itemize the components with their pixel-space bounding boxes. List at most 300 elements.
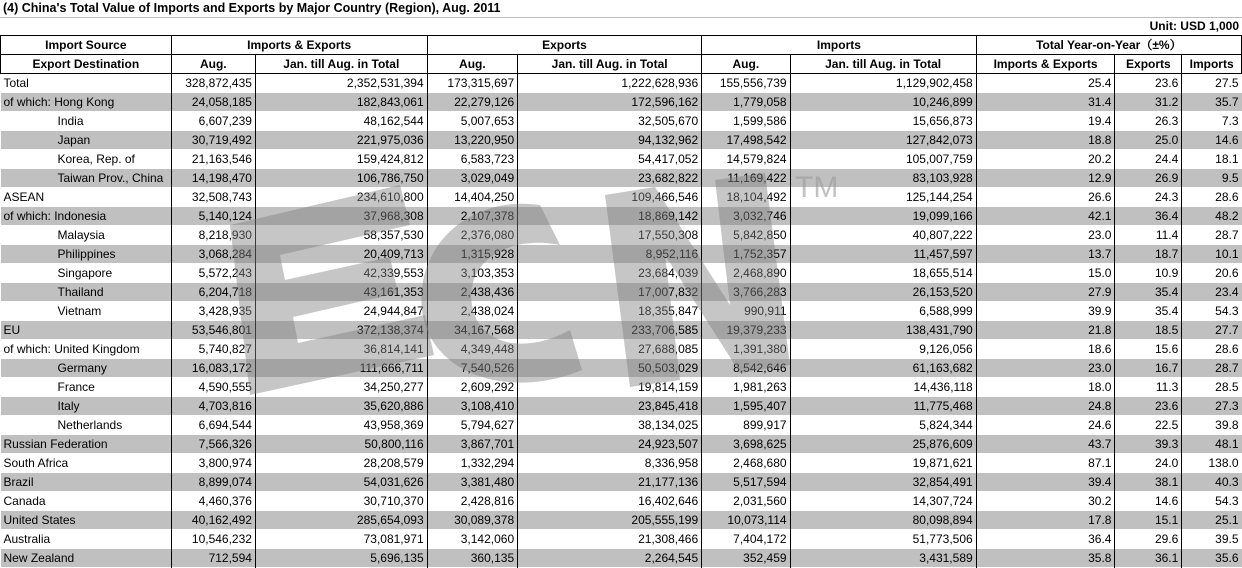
row-country-name: of which: United Kingdom (1, 340, 172, 359)
cell-ex-aug: 7,540,526 (427, 359, 517, 378)
cell-yoy-ex: 18.5 (1115, 321, 1182, 340)
cell-yoy-im: 28.7 (1182, 359, 1242, 378)
row-country-name: South Africa (1, 454, 172, 473)
row-country-name: Singapore (1, 264, 172, 283)
row-country-name: France (1, 378, 172, 397)
cell-im-aug: 2,468,890 (702, 264, 790, 283)
row-country-name: Netherlands (1, 416, 172, 435)
cell-im-tot: 105,007,759 (790, 150, 976, 169)
cell-im-aug: 1,595,407 (702, 397, 790, 416)
row-country-name: Korea, Rep. of (1, 150, 172, 169)
cell-yoy-im: 23.4 (1182, 283, 1242, 302)
cell-im-aug: 1,779,058 (702, 93, 790, 112)
table-row (1, 321, 1242, 340)
cell-ie-aug: 712,594 (171, 549, 255, 568)
cell-im-aug: 3,766,283 (702, 283, 790, 302)
cell-ie-tot: 35,620,886 (255, 397, 427, 416)
cell-ie-tot: 36,814,141 (255, 340, 427, 359)
trade-table (0, 35, 1242, 568)
cell-yoy-ie: 24.8 (976, 397, 1115, 416)
cell-im-tot: 1,129,902,458 (790, 74, 976, 93)
row-country-name: Philippines (1, 245, 172, 264)
cell-ex-aug: 13,220,950 (427, 131, 517, 150)
cell-im-tot: 61,163,682 (790, 359, 976, 378)
header-im-aug: Aug. (702, 55, 790, 74)
cell-yoy-ex: 39.3 (1115, 435, 1182, 454)
table-row (1, 74, 1242, 93)
cell-yoy-ie: 23.0 (976, 359, 1115, 378)
table-row (1, 207, 1242, 226)
cell-ex-aug: 3,103,353 (427, 264, 517, 283)
cell-ex-aug: 2,428,816 (427, 492, 517, 511)
cell-im-aug: 11,169,422 (702, 169, 790, 188)
cell-ex-tot: 1,222,628,936 (518, 74, 702, 93)
cell-ex-tot: 21,177,136 (518, 473, 702, 492)
cell-im-tot: 11,775,468 (790, 397, 976, 416)
cell-ex-tot: 205,555,199 (518, 511, 702, 530)
cell-ie-tot: 54,031,626 (255, 473, 427, 492)
cell-yoy-ie: 25.4 (976, 74, 1115, 93)
cell-yoy-im: 48.2 (1182, 207, 1242, 226)
cell-ex-aug: 14,404,250 (427, 188, 517, 207)
cell-yoy-ex: 24.4 (1115, 150, 1182, 169)
cell-im-aug: 899,917 (702, 416, 790, 435)
cell-ex-aug: 4,349,448 (427, 340, 517, 359)
table-row (1, 150, 1242, 169)
row-country-name: Australia (1, 530, 172, 549)
cell-yoy-ex: 22.5 (1115, 416, 1182, 435)
cell-ie-aug: 14,198,470 (171, 169, 255, 188)
cell-ex-tot: 23,845,418 (518, 397, 702, 416)
cell-ie-aug: 328,872,435 (171, 74, 255, 93)
cell-ex-aug: 173,315,697 (427, 74, 517, 93)
cell-im-aug: 352,459 (702, 549, 790, 568)
cell-ex-tot: 2,264,545 (518, 549, 702, 568)
cell-yoy-ex: 11.3 (1115, 378, 1182, 397)
header-ex-jan-aug: Jan. till Aug. in Total (518, 55, 702, 74)
cell-yoy-ex: 14.6 (1115, 492, 1182, 511)
table-row (1, 302, 1242, 321)
cell-im-tot: 25,876,609 (790, 435, 976, 454)
cell-im-aug: 1,599,586 (702, 112, 790, 131)
cell-ex-aug: 5,007,653 (427, 112, 517, 131)
cell-ie-aug: 4,703,816 (171, 397, 255, 416)
cell-ie-tot: 221,975,036 (255, 131, 427, 150)
cell-ex-aug: 22,279,126 (427, 93, 517, 112)
table-row (1, 454, 1242, 473)
cell-yoy-im: 20.6 (1182, 264, 1242, 283)
cell-im-tot: 51,773,506 (790, 530, 976, 549)
cell-im-tot: 32,854,491 (790, 473, 976, 492)
cell-ie-tot: 73,081,971 (255, 530, 427, 549)
cell-ie-tot: 372,138,374 (255, 321, 427, 340)
cell-yoy-ex: 31.2 (1115, 93, 1182, 112)
cell-im-aug: 18,104,492 (702, 188, 790, 207)
cell-yoy-ex: 15.1 (1115, 511, 1182, 530)
cell-yoy-ex: 29.6 (1115, 530, 1182, 549)
trademark-mark: TM (795, 171, 839, 204)
cell-ex-aug: 6,583,723 (427, 150, 517, 169)
cell-yoy-im: 35.7 (1182, 93, 1242, 112)
cell-im-aug: 5,517,594 (702, 473, 790, 492)
table-row (1, 169, 1242, 188)
cell-ex-aug: 2,438,436 (427, 283, 517, 302)
cell-yoy-im: 54.3 (1182, 492, 1242, 511)
header-ex-aug: Aug. (427, 55, 517, 74)
cell-ex-aug: 3,381,480 (427, 473, 517, 492)
cell-ie-tot: 43,161,353 (255, 283, 427, 302)
cell-ex-tot: 8,952,116 (518, 245, 702, 264)
cell-ie-tot: 106,786,750 (255, 169, 427, 188)
cell-yoy-im: 54.3 (1182, 302, 1242, 321)
cell-yoy-im: 14.6 (1182, 131, 1242, 150)
cell-ex-aug: 360,135 (427, 549, 517, 568)
cell-ie-aug: 4,460,376 (171, 492, 255, 511)
cell-ex-aug: 2,438,024 (427, 302, 517, 321)
cell-im-tot: 11,457,597 (790, 245, 976, 264)
cell-im-tot: 26,153,520 (790, 283, 976, 302)
cell-im-tot: 5,824,344 (790, 416, 976, 435)
table-row (1, 416, 1242, 435)
header-import-source: Import Source (1, 36, 172, 55)
cell-ie-tot: 48,162,544 (255, 112, 427, 131)
row-country-name: Canada (1, 492, 172, 511)
table-row (1, 226, 1242, 245)
header-im-jan-aug: Jan. till Aug. in Total (790, 55, 976, 74)
row-country-name: Taiwan Prov., China (1, 169, 172, 188)
cell-yoy-ex: 24.3 (1115, 188, 1182, 207)
cell-im-aug: 3,698,625 (702, 435, 790, 454)
cell-im-aug: 14,579,824 (702, 150, 790, 169)
cell-yoy-ex: 15.6 (1115, 340, 1182, 359)
cell-ie-tot: 58,357,530 (255, 226, 427, 245)
cell-ie-aug: 6,204,718 (171, 283, 255, 302)
cell-yoy-ie: 39.9 (976, 302, 1115, 321)
cell-im-aug: 1,752,357 (702, 245, 790, 264)
cell-ie-aug: 24,058,185 (171, 93, 255, 112)
cell-yoy-ex: 11.4 (1115, 226, 1182, 245)
header-ie-aug: Aug. (171, 55, 255, 74)
cell-yoy-ex: 36.4 (1115, 207, 1182, 226)
table-row (1, 112, 1242, 131)
cell-yoy-ex: 16.7 (1115, 359, 1182, 378)
cell-yoy-ie: 23.0 (976, 226, 1115, 245)
cell-ex-tot: 17,007,832 (518, 283, 702, 302)
cell-yoy-ie: 21.8 (976, 321, 1115, 340)
cell-yoy-im: 39.5 (1182, 530, 1242, 549)
header-imports: Imports (702, 36, 977, 55)
cell-im-aug: 5,842,850 (702, 226, 790, 245)
cell-im-tot: 40,807,222 (790, 226, 976, 245)
table-row (1, 549, 1242, 568)
cell-ie-aug: 4,590,555 (171, 378, 255, 397)
cell-yoy-ie: 31.4 (976, 93, 1115, 112)
cell-ie-aug: 32,508,743 (171, 188, 255, 207)
cell-yoy-ie: 20.2 (976, 150, 1115, 169)
table-row (1, 473, 1242, 492)
table-row (1, 245, 1242, 264)
cell-yoy-ex: 36.1 (1115, 549, 1182, 568)
cell-yoy-ex: 35.4 (1115, 302, 1182, 321)
cell-ie-tot: 37,968,308 (255, 207, 427, 226)
cell-yoy-ie: 18.8 (976, 131, 1115, 150)
table-row (1, 378, 1242, 397)
cell-im-tot: 125,144,254 (790, 188, 976, 207)
cell-im-tot: 6,588,999 (790, 302, 976, 321)
cell-im-tot: 127,842,073 (790, 131, 976, 150)
cell-yoy-ie: 43.7 (976, 435, 1115, 454)
header-total-yoy: Total Year-on-Year（±%） (976, 36, 1241, 55)
cell-im-tot: 18,655,514 (790, 264, 976, 283)
row-country-name: Vietnam (1, 302, 172, 321)
cell-yoy-im: 25.1 (1182, 511, 1242, 530)
cell-yoy-ie: 87.1 (976, 454, 1115, 473)
header-imports-exports: Imports & Exports (171, 36, 427, 55)
row-country-name: United States (1, 511, 172, 530)
cell-ie-aug: 5,140,124 (171, 207, 255, 226)
cell-yoy-ex: 23.6 (1115, 397, 1182, 416)
cell-im-tot: 83,103,928 (790, 169, 976, 188)
cell-yoy-ex: 23.6 (1115, 74, 1182, 93)
cell-ie-aug: 6,694,544 (171, 416, 255, 435)
cell-ie-aug: 5,572,243 (171, 264, 255, 283)
table-row (1, 511, 1242, 530)
cell-ie-aug: 30,719,492 (171, 131, 255, 150)
cell-ie-aug: 16,083,172 (171, 359, 255, 378)
cell-yoy-im: 28.6 (1182, 188, 1242, 207)
cell-im-tot: 9,126,056 (790, 340, 976, 359)
cell-ex-aug: 30,089,378 (427, 511, 517, 530)
cell-ie-aug: 3,800,974 (171, 454, 255, 473)
table-body (1, 74, 1242, 568)
cell-ex-aug: 3,108,410 (427, 397, 517, 416)
cell-im-aug: 10,073,114 (702, 511, 790, 530)
cell-yoy-ie: 35.8 (976, 549, 1115, 568)
cell-ie-tot: 20,409,713 (255, 245, 427, 264)
header-row-1 (1, 36, 1242, 55)
cell-yoy-ie: 30.2 (976, 492, 1115, 511)
cell-im-tot: 15,656,873 (790, 112, 976, 131)
cell-ex-tot: 94,132,962 (518, 131, 702, 150)
cell-yoy-ie: 24.6 (976, 416, 1115, 435)
cell-im-aug: 1,981,263 (702, 378, 790, 397)
cell-yoy-ie: 42.1 (976, 207, 1115, 226)
cell-ex-tot: 23,682,822 (518, 169, 702, 188)
cell-im-tot: 138,431,790 (790, 321, 976, 340)
cell-yoy-ex: 35.4 (1115, 283, 1182, 302)
row-country-name: Total (1, 74, 172, 93)
cell-yoy-ie: 18.0 (976, 378, 1115, 397)
cell-ex-tot: 233,706,585 (518, 321, 702, 340)
cell-yoy-ex: 26.9 (1115, 169, 1182, 188)
cell-ie-tot: 30,710,370 (255, 492, 427, 511)
cell-yoy-ie: 39.4 (976, 473, 1115, 492)
cell-yoy-im: 9.5 (1182, 169, 1242, 188)
cell-im-aug: 7,404,172 (702, 530, 790, 549)
header-yoy-ex: Exports (1115, 55, 1182, 74)
cell-ex-tot: 18,869,142 (518, 207, 702, 226)
table-row (1, 283, 1242, 302)
cell-ie-tot: 43,958,369 (255, 416, 427, 435)
row-country-name: India (1, 112, 172, 131)
row-country-name: Germany (1, 359, 172, 378)
cell-im-aug: 990,911 (702, 302, 790, 321)
cell-ex-tot: 19,814,159 (518, 378, 702, 397)
cell-ex-tot: 24,923,507 (518, 435, 702, 454)
cell-im-tot: 3,431,589 (790, 549, 976, 568)
cell-yoy-ex: 26.3 (1115, 112, 1182, 131)
cell-ie-tot: 159,424,812 (255, 150, 427, 169)
cell-ex-tot: 38,134,025 (518, 416, 702, 435)
cell-ex-aug: 2,376,080 (427, 226, 517, 245)
table-row (1, 340, 1242, 359)
cell-ex-aug: 5,794,627 (427, 416, 517, 435)
cell-im-tot: 14,436,118 (790, 378, 976, 397)
header-export-destination: Export Destination (1, 55, 172, 74)
cell-yoy-im: 138.0 (1182, 454, 1242, 473)
cell-ie-aug: 3,068,284 (171, 245, 255, 264)
cell-yoy-ie: 36.4 (976, 530, 1115, 549)
header-exports: Exports (427, 36, 702, 55)
cell-ex-aug: 2,107,378 (427, 207, 517, 226)
table-row (1, 530, 1242, 549)
header-ie-jan-aug: Jan. till Aug. in Total (255, 55, 427, 74)
cell-ie-tot: 28,208,579 (255, 454, 427, 473)
cell-ie-tot: 50,800,116 (255, 435, 427, 454)
cell-yoy-im: 27.3 (1182, 397, 1242, 416)
cell-im-tot: 14,307,724 (790, 492, 976, 511)
cell-ie-aug: 3,428,935 (171, 302, 255, 321)
cell-ex-tot: 54,417,052 (518, 150, 702, 169)
header-yoy-im: Imports (1182, 55, 1242, 74)
cell-yoy-ie: 19.4 (976, 112, 1115, 131)
cell-yoy-ie: 27.9 (976, 283, 1115, 302)
row-country-name: Japan (1, 131, 172, 150)
cell-ex-aug: 3,142,060 (427, 530, 517, 549)
cell-ex-tot: 50,503,029 (518, 359, 702, 378)
cell-yoy-ie: 13.7 (976, 245, 1115, 264)
cell-ex-tot: 27,688,085 (518, 340, 702, 359)
cell-im-tot: 19,871,621 (790, 454, 976, 473)
cell-ex-tot: 8,336,958 (518, 454, 702, 473)
unit-label: Unit: USD 1,000 (1149, 19, 1239, 33)
cell-ie-tot: 2,352,531,394 (255, 74, 427, 93)
table-row (1, 397, 1242, 416)
row-country-name: Thailand (1, 283, 172, 302)
cell-ie-aug: 7,566,326 (171, 435, 255, 454)
cell-ie-aug: 21,163,546 (171, 150, 255, 169)
cell-ex-aug: 34,167,568 (427, 321, 517, 340)
table-row (1, 264, 1242, 283)
cell-im-tot: 10,246,899 (790, 93, 976, 112)
cell-im-aug: 2,031,560 (702, 492, 790, 511)
row-country-name: Italy (1, 397, 172, 416)
cell-ex-tot: 17,550,308 (518, 226, 702, 245)
cell-ie-aug: 6,607,239 (171, 112, 255, 131)
cell-yoy-ex: 38.1 (1115, 473, 1182, 492)
table-row (1, 492, 1242, 511)
cell-ex-tot: 21,308,466 (518, 530, 702, 549)
cell-ex-aug: 3,029,049 (427, 169, 517, 188)
table-row (1, 131, 1242, 150)
cell-ie-aug: 5,740,827 (171, 340, 255, 359)
cell-yoy-ie: 18.6 (976, 340, 1115, 359)
row-country-name: Malaysia (1, 226, 172, 245)
cell-yoy-im: 40.3 (1182, 473, 1242, 492)
cell-im-aug: 19,379,233 (702, 321, 790, 340)
header-yoy-ie: Imports & Exports (976, 55, 1115, 74)
cell-im-tot: 80,098,894 (790, 511, 976, 530)
cell-im-aug: 155,556,739 (702, 74, 790, 93)
cell-ie-tot: 285,654,093 (255, 511, 427, 530)
cell-yoy-im: 10.1 (1182, 245, 1242, 264)
cell-im-aug: 1,391,380 (702, 340, 790, 359)
cell-ex-aug: 3,867,701 (427, 435, 517, 454)
cell-ie-aug: 8,218,930 (171, 226, 255, 245)
cell-ex-aug: 1,332,294 (427, 454, 517, 473)
cell-ie-aug: 40,162,492 (171, 511, 255, 530)
cell-yoy-im: 18.1 (1182, 150, 1242, 169)
cell-ie-tot: 111,666,711 (255, 359, 427, 378)
cell-yoy-ex: 25.0 (1115, 131, 1182, 150)
cell-yoy-ie: 15.0 (976, 264, 1115, 283)
cell-ex-aug: 2,609,292 (427, 378, 517, 397)
cell-yoy-im: 27.7 (1182, 321, 1242, 340)
cell-yoy-im: 28.7 (1182, 226, 1242, 245)
cell-yoy-ex: 24.0 (1115, 454, 1182, 473)
cell-im-tot: 19,099,166 (790, 207, 976, 226)
cell-ex-tot: 32,505,670 (518, 112, 702, 131)
row-country-name: of which: Indonesia (1, 207, 172, 226)
cell-yoy-im: 39.8 (1182, 416, 1242, 435)
cell-im-aug: 8,542,646 (702, 359, 790, 378)
cell-yoy-ex: 18.7 (1115, 245, 1182, 264)
cell-yoy-im: 7.3 (1182, 112, 1242, 131)
cell-yoy-im: 28.5 (1182, 378, 1242, 397)
cell-im-aug: 3,032,746 (702, 207, 790, 226)
table-title: (4) China's Total Value of Imports and Exports by Major Country (Region), Aug. 2011 (0, 0, 1242, 18)
cell-ie-tot: 5,696,135 (255, 549, 427, 568)
cell-im-aug: 17,498,542 (702, 131, 790, 150)
table-row (1, 93, 1242, 112)
table-row (1, 359, 1242, 378)
cell-ex-tot: 23,684,039 (518, 264, 702, 283)
row-country-name: ASEAN (1, 188, 172, 207)
cell-ex-tot: 109,466,546 (518, 188, 702, 207)
cell-ie-aug: 10,546,232 (171, 530, 255, 549)
cell-ie-aug: 53,546,801 (171, 321, 255, 340)
cell-ie-tot: 182,843,061 (255, 93, 427, 112)
cell-yoy-ie: 12.9 (976, 169, 1115, 188)
row-country-name: of which: Hong Kong (1, 93, 172, 112)
table-row (1, 188, 1242, 207)
cell-ie-tot: 42,339,553 (255, 264, 427, 283)
cell-yoy-ie: 17.8 (976, 511, 1115, 530)
cell-ie-tot: 234,610,800 (255, 188, 427, 207)
header-row-2 (1, 55, 1242, 74)
cell-ex-tot: 16,402,646 (518, 492, 702, 511)
cell-im-aug: 2,468,680 (702, 454, 790, 473)
cell-ex-tot: 172,596,162 (518, 93, 702, 112)
cell-ex-tot: 18,355,847 (518, 302, 702, 321)
cell-ie-tot: 34,250,277 (255, 378, 427, 397)
cell-ie-tot: 24,944,847 (255, 302, 427, 321)
cell-yoy-ie: 26.6 (976, 188, 1115, 207)
cell-yoy-im: 27.5 (1182, 74, 1242, 93)
cell-yoy-ex: 10.9 (1115, 264, 1182, 283)
cell-yoy-im: 35.6 (1182, 549, 1242, 568)
cell-ie-aug: 8,899,074 (171, 473, 255, 492)
